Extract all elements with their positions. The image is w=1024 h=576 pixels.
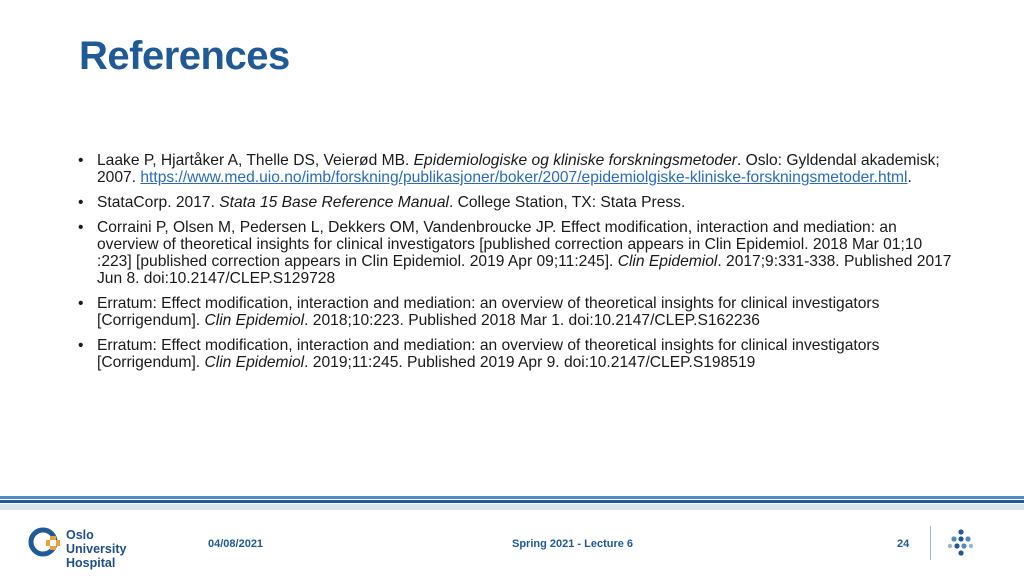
reference-text: Erratum: Effect modification, interaction and mediation: an overview of theoretical insights for clinical investigators [Corrigendum]. <box>97 295 880 329</box>
reference-item <box>78 152 958 186</box>
reference-item <box>78 194 958 211</box>
logo-text <box>66 528 178 570</box>
footer-stripe-pale <box>0 504 1024 510</box>
bullet: • <box>78 194 84 211</box>
bullet: • <box>78 337 84 354</box>
reference-text: . College Station, TX: Stata Press. <box>448 194 686 211</box>
logo-line-1: Oslo <box>66 528 94 542</box>
reference-italic: Clin Epidemiol <box>204 312 305 329</box>
reference-text: . <box>907 169 912 186</box>
footer-stripe-dark <box>0 500 1024 503</box>
reference-text: . 2018;10:223. Published 2018 Mar 1. doi:10.2147/CLEP.S162236 <box>304 312 760 329</box>
slide-title: References <box>79 34 290 78</box>
reference-text: Corraini P, Olsen M, Pedersen L, Dekkers OM, Vandenbroucke JP. Effect modification, interaction and mediation: an overview of theoretical insights for clinical investigators [published correction appears in Clin Epidemiol. 2018 Mar 01;10 :223] [published correction appears in Clin Epidemiol. 2019 Apr 09;11:245]. <box>97 219 923 270</box>
logo-line-2: University Hospital <box>66 542 127 570</box>
reference-italic: Epidemiologiske og kliniske forskningsmetoder <box>413 152 737 169</box>
bullet: • <box>78 219 84 236</box>
reference-italic: Clin Epidemiol <box>204 354 305 371</box>
footer-stripe-light <box>0 496 1024 499</box>
reference-text: Erratum: Effect modification, interaction and mediation: an overview of theoretical insights for clinical investigators [Corrigendum]. <box>97 337 880 371</box>
reference-text: . 2019;11:245. Published 2019 Apr 9. doi:10.2147/CLEP.S198519 <box>304 354 756 371</box>
footer-divider <box>930 526 931 560</box>
reference-text: Laake P, Hjartåker A, Thelle DS, Veierød MB. <box>97 152 414 169</box>
reference-italic: Clin Epidemiol <box>617 253 718 270</box>
reference-text: . 2017;9:331-338. Published 2017 Jun 8. doi:10.2147/CLEP.S129728 <box>97 253 952 287</box>
reference-text: . Oslo: Gyldendal akademisk; 2007. <box>97 152 940 186</box>
reference-italic: Stata 15 Base Reference Manual <box>219 194 449 211</box>
dot-pattern-icon <box>946 528 976 558</box>
reference-list <box>78 152 958 379</box>
reference-item <box>78 219 958 287</box>
oslo-university-hospital-logo-icon <box>28 526 62 560</box>
hospital-logo <box>28 526 178 570</box>
reference-link[interactable]: https://www.med.uio.no/imb/forskning/publikasjoner/boker/2007/epidemiolgiske-kliniske-forskningsmetoder.html <box>140 169 908 186</box>
reference-text: StataCorp. 2017. <box>97 194 220 211</box>
page-number: 24 <box>897 538 910 550</box>
reference-item <box>78 295 958 329</box>
footer-bar <box>0 496 1024 510</box>
reference-item <box>78 337 958 371</box>
bullet: • <box>78 295 84 312</box>
footer-date: 04/08/2021 <box>208 538 264 550</box>
bullet: • <box>78 152 84 169</box>
footer-lecture: Spring 2021 - Lecture 6 <box>512 538 634 550</box>
